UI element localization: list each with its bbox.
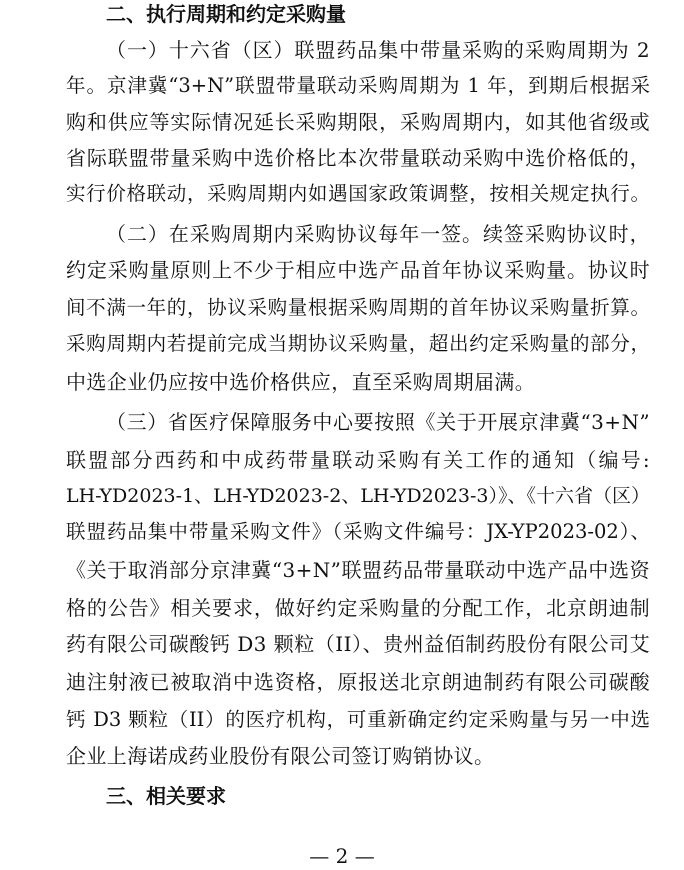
paragraph-line: （二）在采购周期内采购协议每年一签。续签采购协议时， (106, 222, 650, 246)
paragraph-line: 实行价格联动，采购周期内如遇国家政策调整，按相关规定执行。 (66, 182, 650, 205)
paragraph-line: 间不满一年的，协议采购量根据采购周期的首年协议采购量折算。 (66, 296, 650, 319)
section-heading-3: 三、相关要求 (106, 784, 226, 808)
paragraph-line: 省际联盟带量采购中选价格比本次带量联动采购中选价格低的， (66, 146, 650, 170)
paragraph-line: LH-YD2023-1、LH-YD2023-2、LH-YD2023-3）》、《十六省（区） (66, 485, 650, 507)
page-number: — 2 — (309, 844, 375, 868)
paragraph-line: 中选企业仍应按中选价格供应，直至采购周期届满。 (66, 370, 536, 394)
paragraph-line: 《关于取消部分京津冀“3+N”联盟药品带量联动中选产品中选资 (66, 558, 650, 582)
paragraph-line: 采购周期内若提前完成当期协议采购量，超出约定采购量的部分， (66, 332, 650, 355)
paragraph-line: 企业上海诺成药业股份有限公司签订购销协议。 (66, 744, 495, 768)
paragraph-line: 钙 D3 颗粒（II）的医疗机构，可重新确定约定采购量与另一中选 (66, 708, 650, 731)
paragraph-line: 年。京津冀“3+N”联盟带量联动采购周期为 1 年，到期后根据采 (66, 74, 650, 97)
paragraph-line: （一）十六省（区）联盟药品集中带量采购的采购周期为 2 (106, 38, 650, 62)
paragraph-line: 约定采购量原则上不少于相应中选产品首年协议采购量。协议时 (66, 258, 650, 282)
paragraph-line: 联盟药品集中带量采购文件》（采购文件编号：JX-YP2023-02）、 (66, 520, 650, 543)
paragraph-line: 联盟部分西药和中成药带量联动采购有关工作的通知（编号: (66, 448, 650, 472)
section-heading-2: 二、执行周期和约定采购量 (106, 2, 346, 26)
paragraph-line: 购和供应等实际情况延长采购期限，采购周期内，如其他省级或 (66, 110, 650, 134)
paragraph-line: （三）省医疗保障服务中心要按照《关于开展京津冀“3+N” (106, 410, 650, 434)
paragraph-line: 药有限公司碳酸钙 D3 颗粒（II）、贵州益佰制药股份有限公司艾 (66, 632, 650, 656)
paragraph-line: 迪注射液已被取消中选资格，原报送北京朗迪制药有限公司碳酸 (66, 670, 650, 694)
paragraph-line: 格的公告》相关要求，做好约定采购量的分配工作，北京朗迪制 (66, 596, 650, 620)
